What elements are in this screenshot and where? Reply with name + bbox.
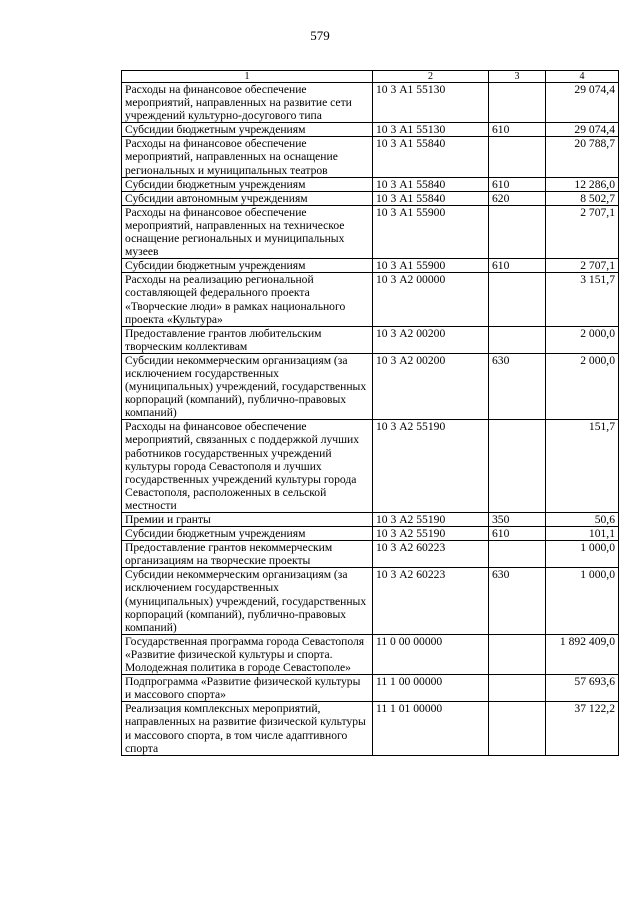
row-code-cell: 10 3 А2 00200 [373, 326, 489, 353]
row-amount-cell: 20 788,7 [546, 137, 619, 177]
row-name-cell: Расходы на финансовое обеспечение мероприятий, связанных с поддержкой лучших работников государственных учреждений культуры города Севастополя и лучших государственных учреждений культуры города Севастополя, расположенных в сельской местности [122, 420, 373, 513]
table-row [122, 513, 619, 527]
row-code-cell: 10 3 А1 55840 [373, 191, 489, 205]
row-code-cell: 10 3 А1 55130 [373, 83, 489, 123]
budget-table [121, 70, 619, 756]
table-row [122, 353, 619, 419]
row-amount-cell: 2 707,1 [546, 205, 619, 258]
row-kind-cell: 350 [489, 513, 546, 527]
row-name-cell: Расходы на финансовое обеспечение мероприятий, направленных на оснащение региональных и муниципальных театров [122, 137, 373, 177]
column-header: 3 [489, 71, 546, 83]
row-code-cell: 10 3 А2 60223 [373, 541, 489, 568]
row-code-cell: 10 3 А1 55900 [373, 205, 489, 258]
row-amount-cell: 151,7 [546, 420, 619, 513]
table-row [122, 702, 619, 755]
table-row [122, 123, 619, 137]
row-code-cell: 10 3 А2 55190 [373, 420, 489, 513]
row-kind-cell: 610 [489, 527, 546, 541]
table-row [122, 675, 619, 702]
row-code-cell: 10 3 А1 55900 [373, 259, 489, 273]
row-kind-cell: 610 [489, 259, 546, 273]
row-amount-cell: 29 074,4 [546, 123, 619, 137]
row-amount-cell: 37 122,2 [546, 702, 619, 755]
row-code-cell: 10 3 А2 00000 [373, 273, 489, 326]
table-row [122, 259, 619, 273]
table-row [122, 83, 619, 123]
row-amount-cell: 1 000,0 [546, 541, 619, 568]
row-amount-cell: 3 151,7 [546, 273, 619, 326]
table-row [122, 177, 619, 191]
table-header-row [122, 71, 619, 83]
table-row [122, 541, 619, 568]
row-name-cell: Субсидии некоммерческим организациям (за исключением государственных (муниципальных) учреждений, государственных корпораций (компаний), публично-правовых компаний) [122, 568, 373, 634]
row-name-cell: Субсидии бюджетным учреждениям [122, 123, 373, 137]
row-kind-cell [489, 702, 546, 755]
row-amount-cell: 29 074,4 [546, 83, 619, 123]
column-header: 4 [546, 71, 619, 83]
row-amount-cell: 50,6 [546, 513, 619, 527]
row-kind-cell [489, 326, 546, 353]
page-number: 579 [310, 28, 330, 43]
column-header: 2 [373, 71, 489, 83]
row-amount-cell: 1 892 409,0 [546, 634, 619, 674]
row-kind-cell: 610 [489, 123, 546, 137]
table-row [122, 137, 619, 177]
row-kind-cell: 620 [489, 191, 546, 205]
row-amount-cell: 101,1 [546, 527, 619, 541]
row-kind-cell: 630 [489, 568, 546, 634]
row-amount-cell: 1 000,0 [546, 568, 619, 634]
table-row [122, 205, 619, 258]
row-name-cell: Государственная программа города Севастополя «Развитие физической культуры и спорта. Молодежная политика в городе Севастополе» [122, 634, 373, 674]
table-row [122, 527, 619, 541]
row-amount-cell: 8 502,7 [546, 191, 619, 205]
row-kind-cell [489, 541, 546, 568]
row-kind-cell: 630 [489, 353, 546, 419]
row-kind-cell [489, 675, 546, 702]
row-name-cell: Субсидии бюджетным учреждениям [122, 177, 373, 191]
row-name-cell: Предоставление грантов любительским творческим коллективам [122, 326, 373, 353]
row-code-cell: 11 1 01 00000 [373, 702, 489, 755]
row-kind-cell [489, 83, 546, 123]
table-row [122, 568, 619, 634]
row-name-cell: Предоставление грантов некоммерческим организациям на творческие проекты [122, 541, 373, 568]
row-kind-cell: 610 [489, 177, 546, 191]
row-code-cell: 10 3 А2 00200 [373, 353, 489, 419]
table-row [122, 191, 619, 205]
row-kind-cell [489, 634, 546, 674]
row-code-cell: 10 3 А1 55130 [373, 123, 489, 137]
table-row [122, 420, 619, 513]
row-name-cell: Подпрограмма «Развитие физической культуры и массового спорта» [122, 675, 373, 702]
row-amount-cell: 2 000,0 [546, 326, 619, 353]
row-name-cell: Субсидии бюджетным учреждениям [122, 527, 373, 541]
row-code-cell: 10 3 А2 55190 [373, 527, 489, 541]
row-code-cell: 10 3 А1 55840 [373, 137, 489, 177]
row-name-cell: Расходы на реализацию региональной составляющей федерального проекта «Творческие люди» в рамках национального проекта «Культура» [122, 273, 373, 326]
table-row [122, 273, 619, 326]
row-amount-cell: 2 000,0 [546, 353, 619, 419]
row-code-cell: 10 3 А1 55840 [373, 177, 489, 191]
row-name-cell: Субсидии автономным учреждениям [122, 191, 373, 205]
table-row [122, 326, 619, 353]
row-kind-cell [489, 205, 546, 258]
row-amount-cell: 57 693,6 [546, 675, 619, 702]
row-kind-cell [489, 273, 546, 326]
row-name-cell: Субсидии бюджетным учреждениям [122, 259, 373, 273]
row-code-cell: 10 3 А2 55190 [373, 513, 489, 527]
row-name-cell: Реализация комплексных мероприятий, направленных на развитие физической культуры и массового спорта, в том числе адаптивного спорта [122, 702, 373, 755]
table-row [122, 634, 619, 674]
column-header: 1 [122, 71, 373, 83]
row-code-cell: 11 0 00 00000 [373, 634, 489, 674]
row-kind-cell [489, 420, 546, 513]
row-name-cell: Субсидии некоммерческим организациям (за исключением государственных (муниципальных) учреждений, государственных корпораций (компаний), публично-правовых компаний) [122, 353, 373, 419]
row-code-cell: 11 1 00 00000 [373, 675, 489, 702]
row-kind-cell [489, 137, 546, 177]
row-name-cell: Расходы на финансовое обеспечение мероприятий, направленных на техническое оснащение региональных и муниципальных музеев [122, 205, 373, 258]
row-name-cell: Премии и гранты [122, 513, 373, 527]
row-name-cell: Расходы на финансовое обеспечение мероприятий, направленных на развитие сети учреждений культурно-досугового типа [122, 83, 373, 123]
row-amount-cell: 2 707,1 [546, 259, 619, 273]
row-amount-cell: 12 286,0 [546, 177, 619, 191]
row-code-cell: 10 3 А2 60223 [373, 568, 489, 634]
